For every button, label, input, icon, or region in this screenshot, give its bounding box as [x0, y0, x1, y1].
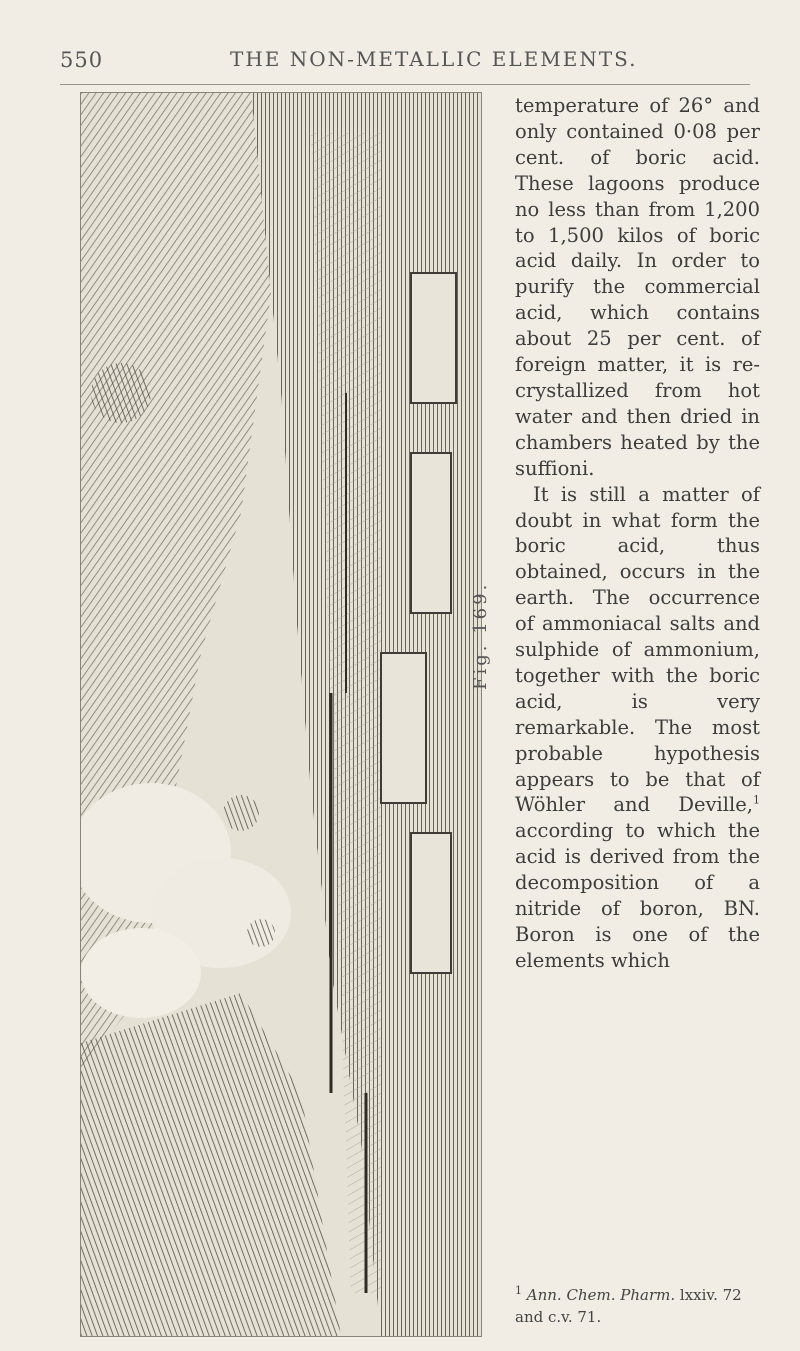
- paragraph-2-end: according to which the acid is derived from the decomposition of a nitride of boron, BN. Boron is one of the elements which: [515, 819, 760, 972]
- header-rule: [60, 84, 750, 85]
- footnote-detail: lxxiv. 72 and c.v. 71.: [515, 1286, 742, 1326]
- footnote-reference: 1: [753, 793, 760, 807]
- paragraph-2-start: It is still a matter of doubt in what form the boric acid, thus obtained, occurs in the earth. The occurrence of ammoniacal salts and sulphide of ammonium, together with the boric acid, is very remarkable. The most probable hypothesis appears to be that of Wöhler and Deville,: [515, 482, 760, 817]
- figure-engraving: [80, 92, 482, 1337]
- body-text: [515, 93, 760, 974]
- page-number: 550: [60, 48, 104, 72]
- footnote-marker: 1: [515, 1284, 522, 1297]
- running-head: THE NON-METALLIC ELEMENTS.: [230, 47, 638, 71]
- engraving-illustration: [81, 93, 481, 1336]
- paragraph-2: [515, 482, 760, 974]
- paragraph-1: temperature of 26° and only contained 0·08 per cent. of boric acid. These lagoons produce no less than from 1,200 to 1,500 kilos of boric acid daily. In order to purify the commercial acid, which contains about 25 per cent. of foreign matter, it is re-crystallized from hot water and then dried in chambers heated by the suffioni.: [515, 94, 760, 480]
- footnote-source: Ann. Chem. Pharm.: [526, 1286, 676, 1304]
- figure-caption: Fig. 169.: [470, 581, 491, 690]
- footnote: [515, 1284, 760, 1328]
